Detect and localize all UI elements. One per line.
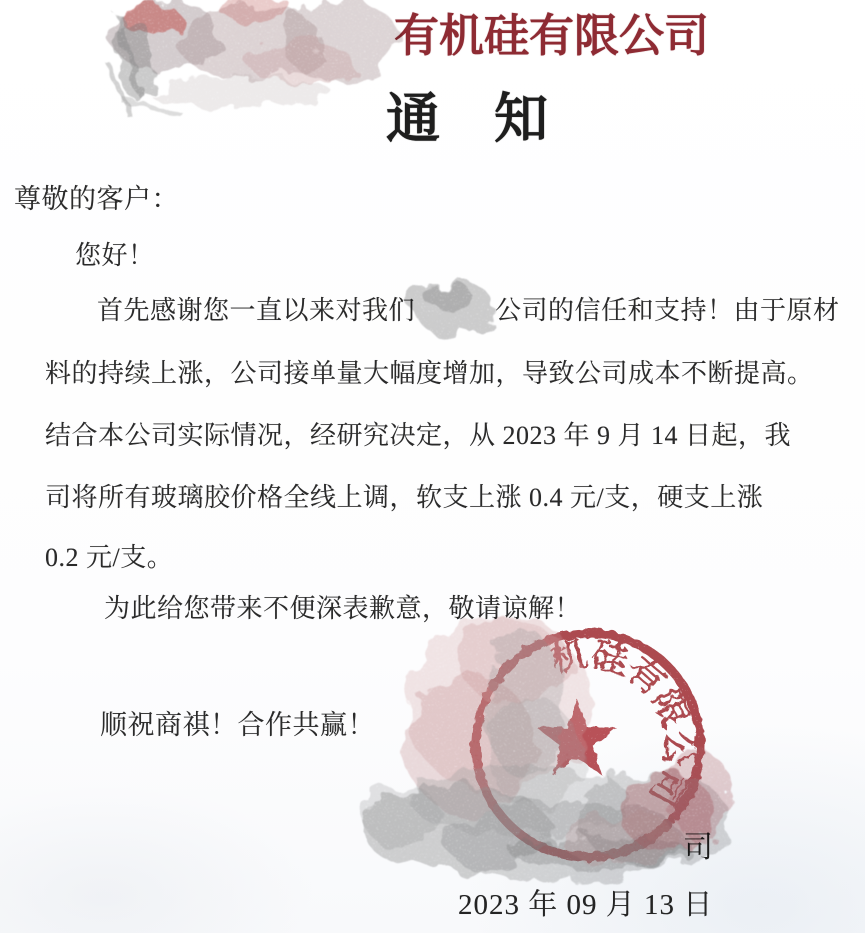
seal-arc-character: 机	[547, 633, 592, 681]
paragraph-line-5: 0.2 元/支。	[45, 543, 174, 572]
date-line: 2023 年 09 月 13 日	[458, 889, 714, 921]
greeting-line: 您好！	[75, 241, 155, 270]
seal-ring	[476, 633, 700, 857]
paragraph-line-2: 料的持续上涨，公司接单量大幅度增加，导致公司成本不断提高。	[45, 359, 814, 388]
salutation-line: 尊敬的客户：	[14, 184, 179, 214]
redaction-scribble-signature	[360, 750, 730, 882]
seal-arc-character: 有	[619, 649, 673, 703]
company-seal-stamp	[476, 633, 700, 857]
closing-line: 顺祝商祺！合作共赢！	[100, 710, 375, 740]
seal-arc-character: 公	[657, 729, 699, 767]
star-icon	[537, 699, 617, 775]
seal-ink-smear	[405, 615, 590, 815]
paragraph-line-1-before: 首先感谢您一直以来对我们	[97, 296, 416, 325]
paragraph-line-1-after: 公司的信任和支持！由于原材	[495, 296, 840, 325]
apology-line: 为此给您带来不便深表歉意，敬请谅解！	[104, 594, 582, 623]
paragraph-line-4: 司将所有玻璃胶价格全线上调，软支上涨 0.4 元/支，硬支上涨	[45, 483, 764, 512]
paragraph-line-3: 结合本公司实际情况，经研究决定，从 2023 年 9 月 14 日起，我	[45, 421, 792, 450]
redaction-scribble-inline-gap	[415, 309, 495, 319]
page-title: 通 知	[386, 89, 548, 149]
letterhead-company-name: 有机硅有限公司	[394, 11, 710, 61]
seal-arc-character: 限	[644, 683, 696, 734]
signature-company-remnant: 司	[683, 831, 713, 864]
seal-arc-character: 硅	[587, 633, 633, 682]
seal-arc-character: 司	[641, 761, 694, 813]
redaction-scribble-header	[107, 0, 400, 118]
paragraph-line-1	[97, 293, 840, 329]
